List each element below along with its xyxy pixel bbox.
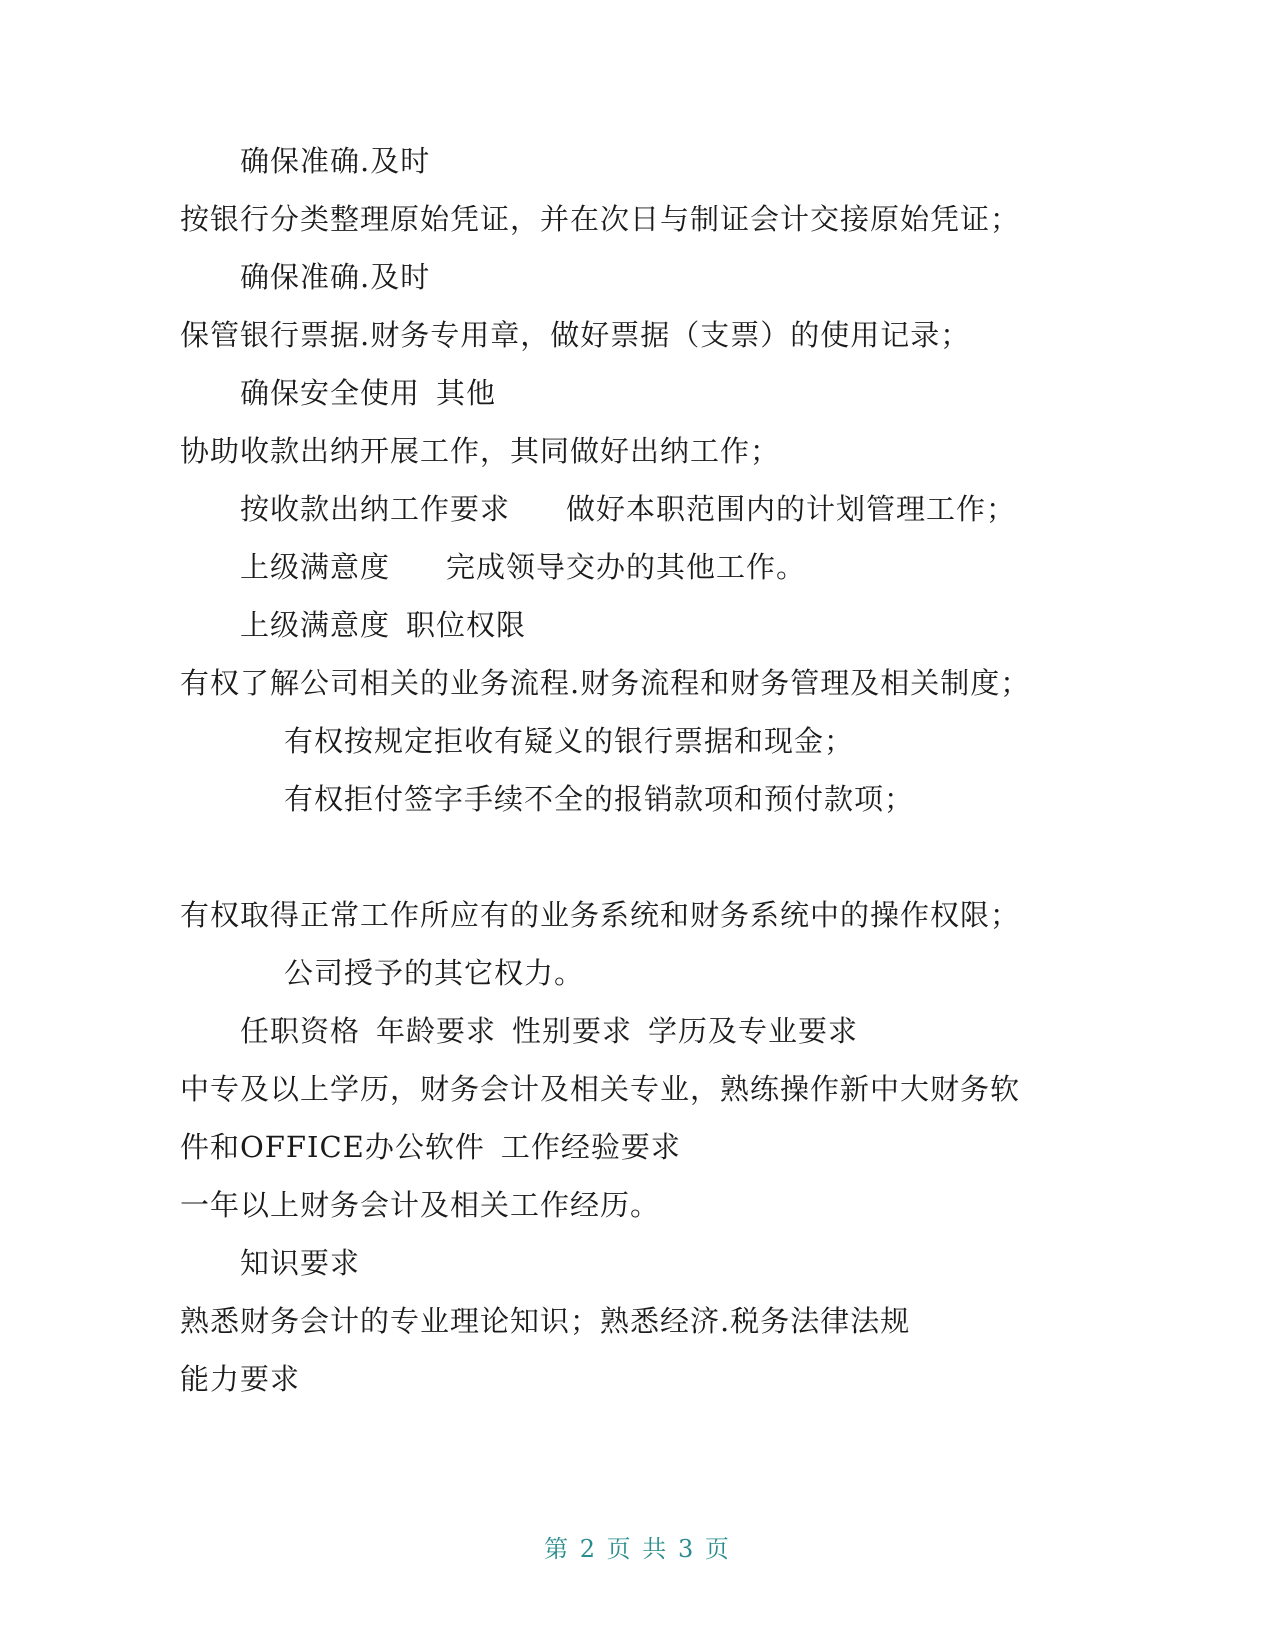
text-segment: 职位权限 [406,608,527,642]
text-line [180,1129,681,1165]
text-line [240,607,526,643]
text-line [284,781,914,817]
text-segment: 上级满意度 [240,550,391,584]
text-segment: 确保安全使用 [240,376,421,410]
text-segment: 有权取得正常工作所应有的业务系统和财务系统中的操作权限； [180,898,1021,932]
text-segment: 完成领导交办的其他工作。 [446,550,807,584]
text-segment: 工作经验要求 [500,1130,681,1164]
page-number-footer: 第 2 页 共 3 页 [544,1535,731,1563]
text-segment: 协助收款出纳开展工作，其同做好出纳工作； [180,434,781,468]
text-segment: 有权按规定拒收有疑义的银行票据和现金； [284,724,855,758]
text-line [180,1187,660,1223]
text-line [180,317,970,353]
text-segment: 按银行分类整理原始凭证，并在次日与制证会计交接原始凭证； [180,202,1021,236]
text-segment: 确保准确.及时 [240,260,431,294]
text-line [180,1303,910,1339]
text-line [284,723,854,759]
text-line [240,1245,360,1281]
text-line [284,955,584,991]
text-segment: 一年以上财务会计及相关工作经历。 [180,1188,661,1222]
text-segment: 件和OFFICE办公软件 [180,1130,485,1164]
text-segment: 性别要求 [512,1014,633,1048]
text-segment: 公司授予的其它权力。 [284,956,585,990]
text-line [240,549,806,585]
text-segment: 确保准确.及时 [240,144,431,178]
text-segment: 按收款出纳工作要求 [240,492,511,526]
text-line [180,433,780,469]
text-segment: 保管银行票据.财务专用章，做好票据（支票）的使用记录； [180,318,971,352]
text-line [180,201,1020,237]
text-line [240,1013,858,1049]
text-segment: 中专及以上学历，财务会计及相关专业，熟练操作新中大财务软 [180,1072,1021,1106]
text-segment: 年龄要求 [376,1014,497,1048]
text-segment: 做好本职范围内的计划管理工作； [566,492,1017,526]
text-segment: 熟悉财务会计的专业理论知识；熟悉经济.税务法律法规 [180,1304,911,1338]
text-segment: 其他 [436,376,497,410]
text-segment: 任职资格 [240,1014,361,1048]
text-segment: 有权拒付签字手续不全的报销款项和预付款项； [284,782,915,816]
text-line [180,1071,1020,1107]
text-segment: 上级满意度 [240,608,391,642]
text-line [180,665,1030,701]
text-line [180,1361,300,1397]
text-segment: 有权了解公司相关的业务流程.财务流程和财务管理及相关制度； [180,666,1031,700]
text-line [180,897,1020,933]
text-line [240,259,430,295]
text-line [240,375,496,411]
text-line [240,143,430,179]
text-segment: 学历及专业要求 [648,1014,859,1048]
text-line [240,491,1016,527]
text-segment: 能力要求 [180,1362,301,1396]
text-segment: 知识要求 [240,1246,361,1280]
